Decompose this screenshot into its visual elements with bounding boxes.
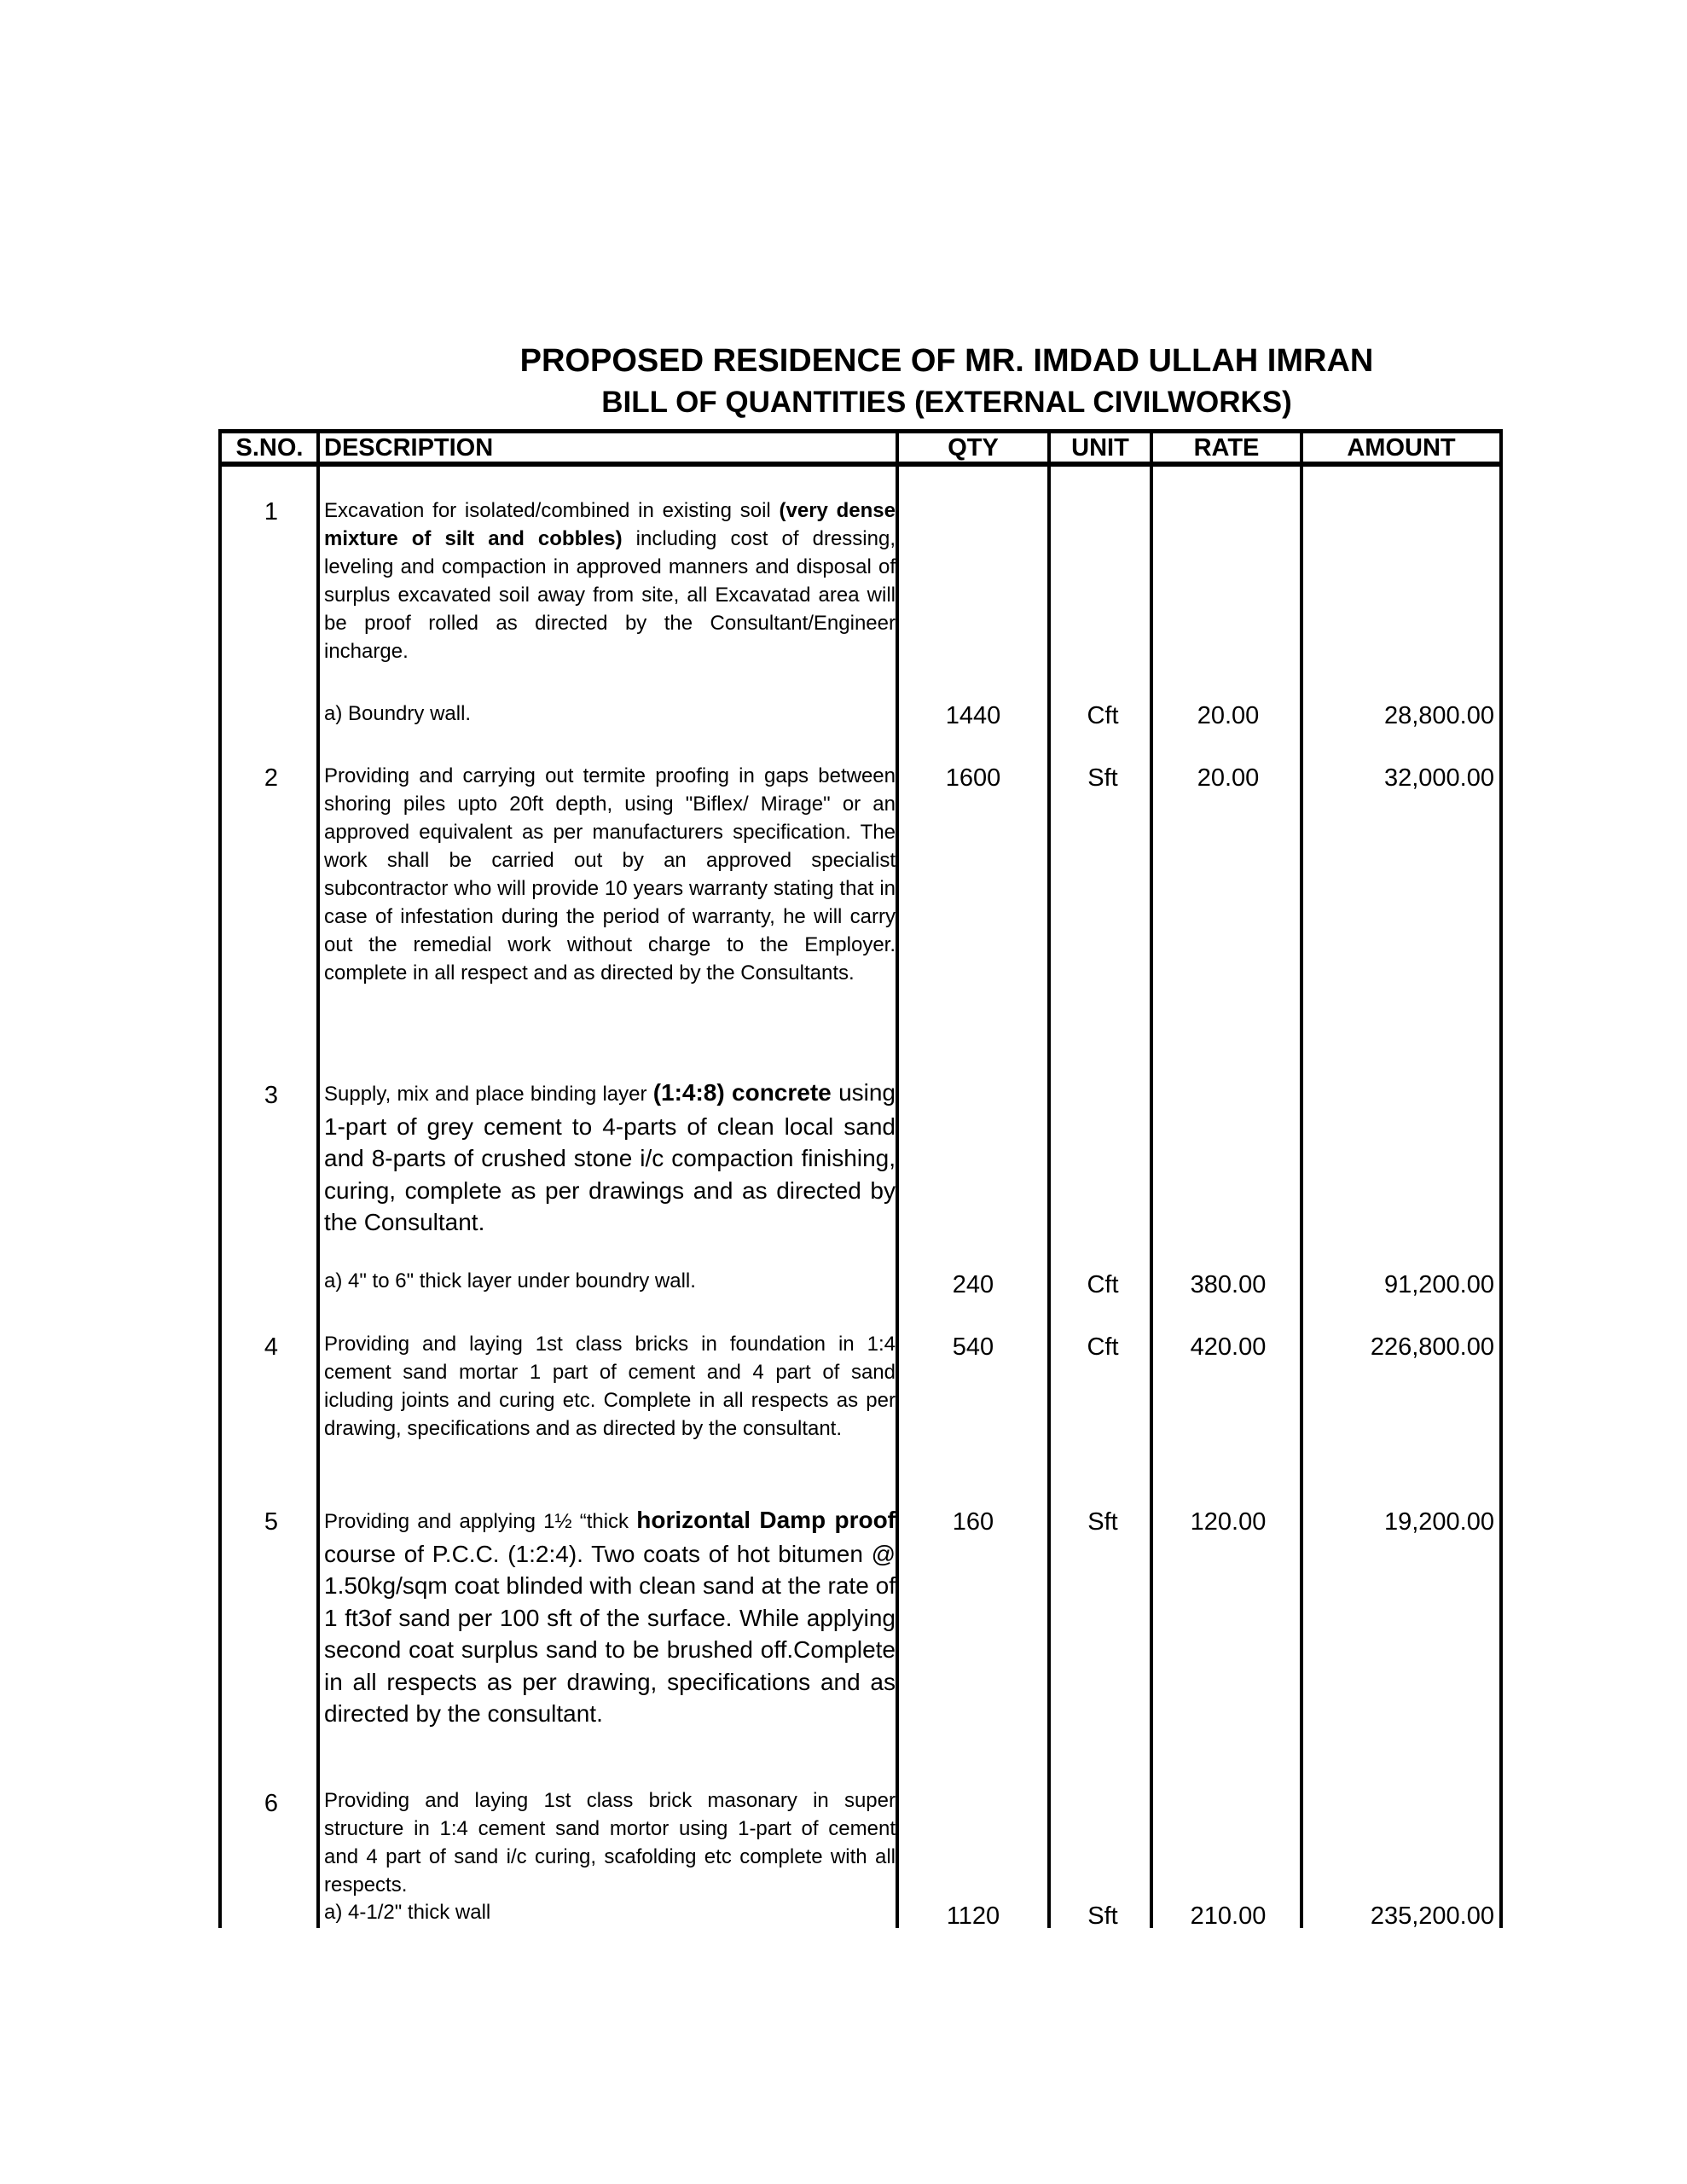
header-rate: RATE [1193,434,1260,462]
col-rule-desc [896,429,899,1928]
item-3-unit: Cft [1087,1271,1119,1298]
item-3-rate: 380.00 [1190,1271,1267,1298]
item-2-unit: Sft [1087,764,1118,792]
item-1-description: Excavation for isolated/combined in existing soil (very dense mixture of silt and cobbles) including cost of dressing, leveling and compaction in approved manners and disposal of surplus excavated soil away from site, all Excavatad area will be proof rolled as directed by the Consultant/Engineer incharge. [324,499,896,663]
col-rule-unit [1150,429,1153,1928]
item-5-sno: 5 [264,1508,279,1536]
item-5-rate: 120.00 [1190,1508,1267,1536]
item-3-qty: 240 [952,1271,994,1298]
item-5-qty: 160 [952,1508,994,1536]
item-2-rate: 20.00 [1197,764,1260,792]
item-4-rate: 420.00 [1190,1333,1267,1361]
item-4-description: Providing and laying 1st class bricks in foundation in 1:4 cement sand mortar 1 part of cement and 4 part of sand icluding joints and curing etc. Complete in all respects as per drawing, specifications and as directed by the consultant. [324,1333,896,1440]
header-description: DESCRIPTION [324,434,494,462]
col-rule-right [1499,429,1503,1928]
item-2-amount: 32,000.00 [1383,764,1494,792]
item-6-description: Providing and laying 1st class brick masonary in super structure in 1:4 cement sand mortor using 1-part of cement and 4 part of sand i/c curing, scafolding etc complete with all respects. [324,1789,896,1896]
col-rule-qty [1047,429,1051,1928]
item-3-description: Supply, mix and place binding layer (1:4:8) concrete using 1-part of grey cement to 4-parts of clean local sand and 8-parts of crushed stone i/c compaction finishing, curing, complete as per drawings and as directed by the Consultant. [324,1079,896,1235]
header-qty: QTY [948,434,999,462]
item-6-qty: 1120 [946,1902,1000,1930]
item-6-amount: 235,200.00 [1370,1902,1494,1930]
item-1-unit: Cft [1087,702,1119,729]
item-4-unit: Cft [1087,1333,1119,1361]
item-4-sno: 4 [264,1333,279,1361]
item-5-unit: Sft [1087,1508,1118,1536]
item-1-qty: 1440 [945,702,1001,729]
item-2-description: Providing and carrying out termite proofing in gaps between shoring piles upto 20ft depth, using "Biflex/ Mirage" or an approved equivalent as per manufacturers specification. The work shall be carried out by an approved specialist subcontractor who will provide 10 years warranty stating that in case of infestation during the period of warranty, he will carry out the remedial work without charge to the Employer. complete in all respect and as directed by the Consultants. [324,764,896,985]
item-3-amount: 91,200.00 [1383,1271,1494,1298]
item-6-rate: 210.00 [1190,1902,1267,1930]
item-3-subitem: a) 4" to 6" thick layer under boundry wall. [324,1269,696,1292]
item-6-subitem: a) 4-1/2" thick wall [324,1901,491,1924]
col-rule-sno [316,429,320,1928]
document-subtitle: BILL OF QUANTITIES (EXTERNAL CIVILWORKS) [601,386,1292,419]
item-1-sno: 1 [264,498,279,526]
header-sno: S.NO. [235,434,304,462]
item-4-qty: 540 [952,1333,994,1361]
header-unit: UNIT [1071,434,1129,462]
col-rule-rate [1300,429,1303,1928]
item-1-amount: 28,800.00 [1383,702,1494,729]
item-1-rate: 20.00 [1197,702,1260,729]
item-6-sno: 6 [264,1790,279,1817]
document-title: PROPOSED RESIDENCE OF MR. IMDAD ULLAH IMRAN [519,343,1374,379]
item-4-amount: 226,800.00 [1370,1333,1494,1361]
item-5-description: Providing and applying 1½ “thick horizontal Damp proof course of P.C.C. (1:2:4). Two coats of hot bitumen @ 1.50kg/sqm coat blinded with clean sand at the rate of 1 ft3of sand per 100 sft of the surface. While applying second coat surplus sand to be brushed off.Complete in all respects as per drawing, specifications and as directed by the consultant. [324,1507,896,1727]
col-rule-left [218,429,222,1928]
item-1-subitem: a) Boundry wall. [324,702,472,725]
item-5-amount: 19,200.00 [1383,1508,1494,1536]
item-2-sno: 2 [264,764,279,792]
header-amount: AMOUNT [1347,434,1456,462]
item-2-qty: 1600 [945,764,1001,792]
item-3-sno: 3 [264,1082,279,1109]
item-6-unit: Sft [1087,1902,1118,1930]
